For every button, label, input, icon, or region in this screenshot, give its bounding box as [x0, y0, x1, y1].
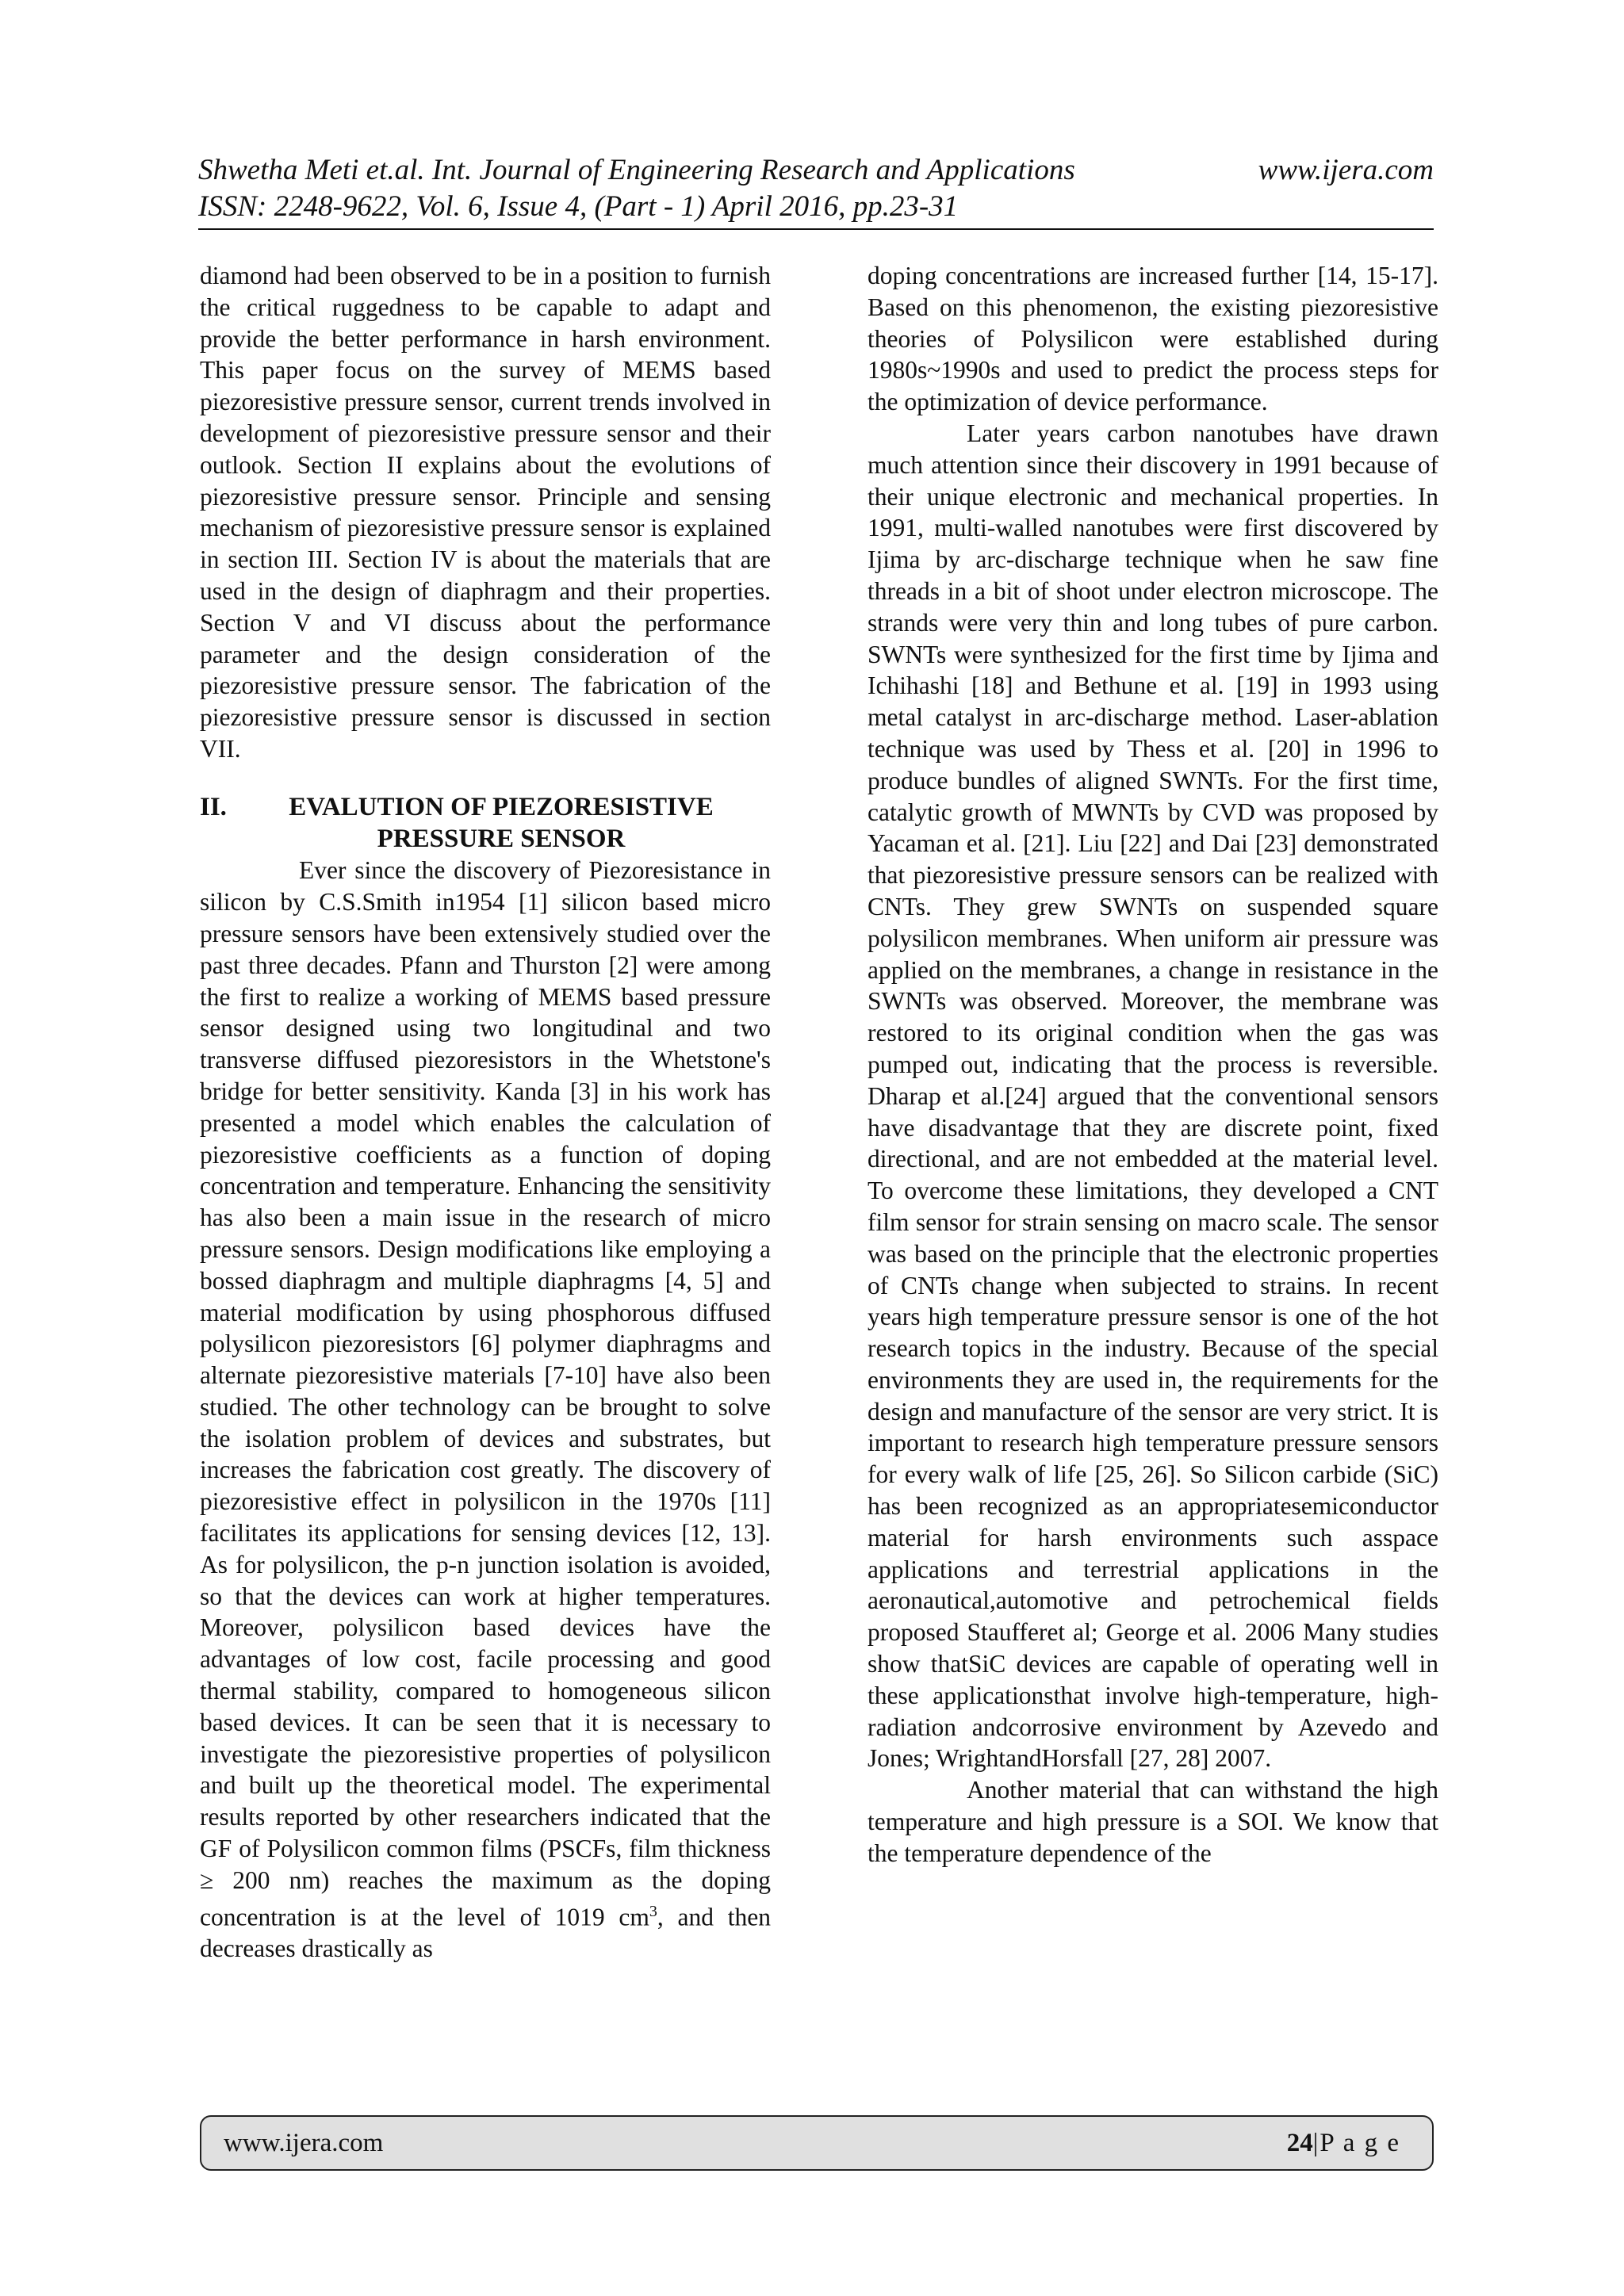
section-title-line2: PRESSURE SENSOR [377, 824, 626, 853]
header-rule [198, 228, 1434, 230]
left-column [200, 260, 771, 1965]
paragraph-soi: Another material that can withstand the high temperature and high pressure is a SOI. We know that the temperature dependence of the [868, 1776, 1438, 1867]
section-number: II. [200, 792, 227, 821]
paragraph-cnt: Later years carbon nanotubes have drawn much attention since their discovery in 1991 because of their unique electronic and mechanical properties. In 1991, multi-walled nanotubes were first discovered by Ijima by arc-discharge technique when he saw fine threads in a bit of shoot under electron microscope. The strands were very thin and long tubes of pure carbon. SWNTs were synthesized for the first time by Ijima and Ichihashi [18] and Bethune et al. [19] in 1993 using metal catalyst in arc-discharge method. Laser-ablation technique was used by Thess et al. [20] in 1996 to produce bundles of aligned SWNTs. For the first time, catalytic growth of MWNTs by CVD was proposed by Yacaman et al. [21]. Liu [22] and Dai [23] demonstrated that piezoresistive pressure sensors can be realized with CNTs. They grew SWNTs on suspended square polysilicon membranes. When uniform air pressure was applied on the membranes, a change in resistance in the SWNTs was observed. Moreover, the membrane was restored to its original condition when the gas was pumped out, indicating that the process is reversible. Dharap et al.[24] argued that the conventional sensors have disadvantage that they are discrete point, fixed directional, and are not embedded at the material level. To overcome these limitations, they developed a CNT film sensor for strain sensing on macro scale. The sensor was based on the principle that the electronic properties of CNTs change when subjected to strains. In recent years high temperature pressure sensor is one of the hot research topics in the industry. Because of the special environments they are used in, the requirements for the design and manufacture of the sensor are very strict. It is important to research high temperature pressure sensors for every walk of life [25, 26]. So Silicon carbide (SiC) has been recognized as an appropriatesemiconductor material for harsh environments such asspace applications and terrestrial applications in the aeronautical,automotive and petrochemical fields proposed Staufferet al; George et al. 2006 Many studies show thatSiC devices are capable of operating well in these applicationsthat involve high-temperature, high-radiation andcorrosive environment by Azevedo and Jones; WrightandHorsfall [27, 28] 2007. [868, 419, 1438, 1773]
page-footer [200, 2115, 1434, 2171]
paragraph-evolution-text: Ever since the discovery of Piezoresistance in silicon by C.S.Smith in1954 [1] silicon based micro pressure sensors have been extensively studied over the past three decades. Pfann and Thurston [2] were among the first to realize a working of MEMS based pressure sensor designed using two longitudinal and two transverse diffused piezoresistors in the Whetstone's bridge for better sensitivity. Kanda [3] in his work has presented a model which enables the calculation of piezoresistive coefficients as a function of doping concentration and temperature. Enhancing the sensitivity has also been a main issue in the research of micro pressure sensors. Design modifications like employing a bossed diaphragm and multiple diaphragms [4, 5] and material modification by using phosphorous diffused polysilicon piezoresistors [6] polymer diaphragms and alternate piezoresistive materials [7-10] have also been studied. The other technology can be brought to solve the isolation problem of devices and substrates, but increases the fabrication cost greatly. The discovery of piezoresistive effect in polysilicon in the 1970s [11] facilitates its applications for sensing devices [12, 13]. As for polysilicon, the p-n junction isolation is avoided, so that the devices can work at higher temperatures. Moreover, polysilicon based devices have the advantages of low cost, facile processing and good thermal stability, compared to homogeneous silicon based devices. It can be seen that it is necessary to investigate the piezoresistive properties of polysilicon and built up the theoretical model. The experimental results reported by other researchers indicated that the GF of Polysilicon common films (PSCFs, film thickness ≥ 200 nm) reaches the maximum as the doping concentration is at the level of 1019 cm [200, 856, 771, 1931]
issn-line: ISSN: 2248-9622, Vol. 6, Issue 4, (Part - 1) April 2016, pp.23-31 [198, 190, 959, 223]
paragraph-evolution [200, 855, 771, 1964]
running-header [198, 152, 1434, 225]
page-indicator [1287, 2129, 1400, 2158]
section-title [257, 792, 714, 855]
section-title-line1: EVALUTION OF PIEZORESISTIVE [289, 792, 714, 821]
footer-website[interactable]: www.ijera.com [224, 2128, 384, 2157]
journal-citation: Shwetha Meti et.al. Int. Journal of Engineering Research and Applications [198, 154, 1075, 186]
page-label: |P a g e [1312, 2128, 1400, 2157]
paragraph-intro-end: diamond had been observed to be in a position to furnish the critical ruggedness to be capable to adapt and provide the better performance in harsh environment. This paper focus on the survey of MEMS based piezoresistive pressure sensor, current trends involved in development of piezoresistive pressure sensor and their outlook. Section II explains about the evolutions of piezoresistive pressure sensor. Principle and sensing mechanism of piezoresistive pressure sensor is explained in section III. Section IV is about the materials that are used in the design of diaphragm and their properties. Section V and VI discuss about the performance parameter and the design consideration of the piezoresistive pressure sensor. The fabrication of the piezoresistive pressure sensor is discussed in section VII. [200, 262, 771, 763]
journal-website[interactable]: www.ijera.com [1258, 154, 1434, 186]
superscript: 3 [649, 1902, 657, 1920]
section-heading-2 [200, 792, 771, 855]
paragraph-evolution-tail: , and then decreases drastically as [200, 1903, 771, 1962]
paragraph-doping: doping concentrations are increased further [14, 15-17]. Based on this phenomenon, the existing piezoresistive theories of Polysilicon were established during 1980s~1990s and used to predict the process steps for the optimization of device performance. [868, 262, 1438, 416]
page-number: 24 [1286, 2128, 1313, 2157]
right-column [868, 260, 1438, 1869]
